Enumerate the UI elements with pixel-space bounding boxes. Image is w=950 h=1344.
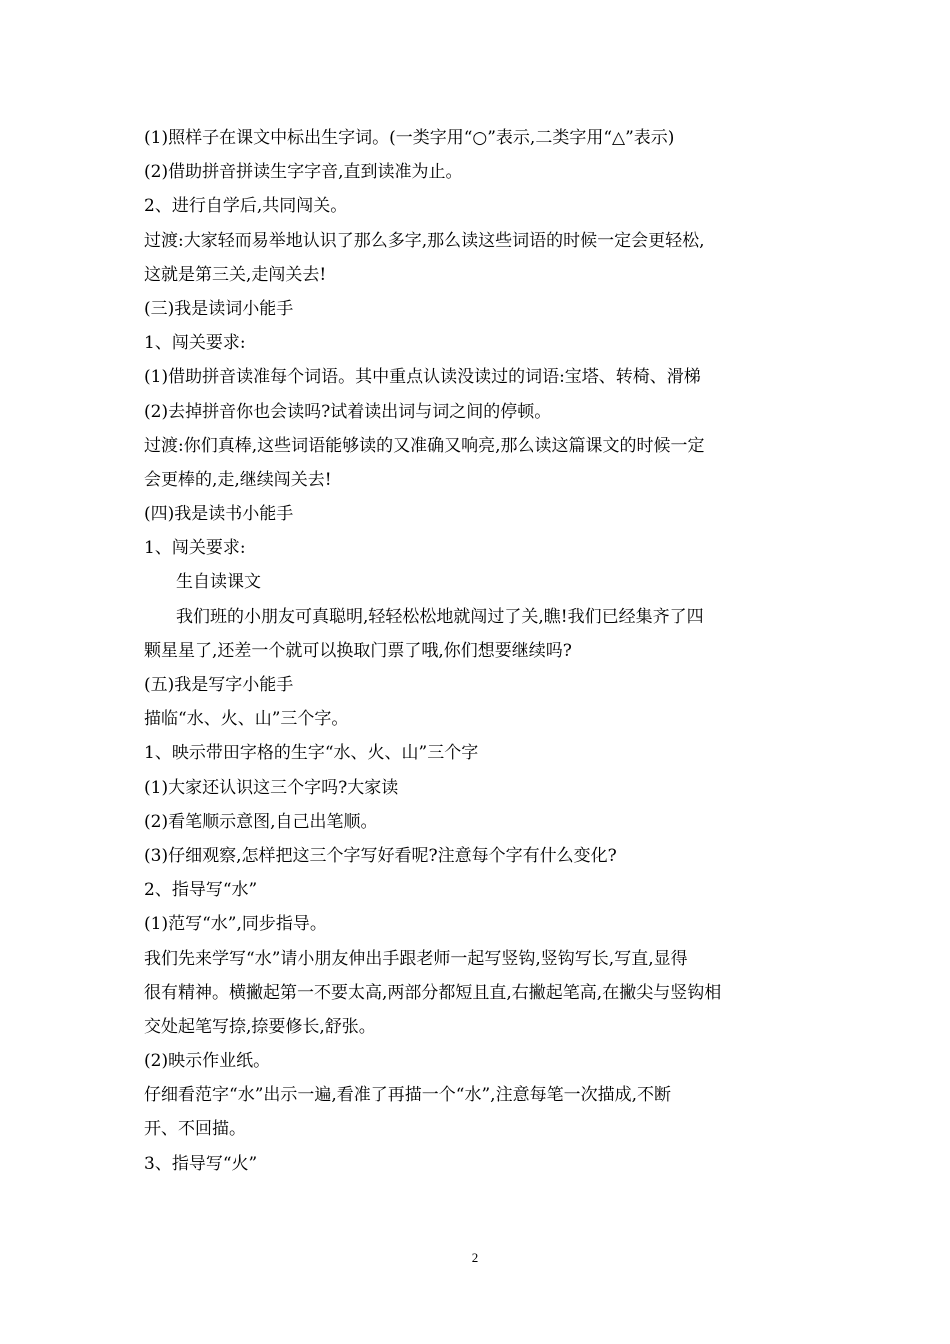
text-line: 3、指导写“火” <box>144 1153 258 1174</box>
text-line: (2)看笔顺示意图,自己出笔顺。 <box>144 811 378 832</box>
document-body <box>144 121 812 1181</box>
text-line: 2、进行自学后,共同闯关。 <box>144 196 348 217</box>
text-line: (1)照样子在课文中标出生字词。(一类字用“○”表示,二类字用“△”表示) <box>144 128 675 148</box>
text-line: 很有精神。横撇起第一不要太高,两部分都短且直,右撇起笔高,在撇尖与竖钩相 <box>144 982 722 1003</box>
text-line: 我们先来学写“水”请小朋友伸出手跟老师一起写竖钩,竖钩写长,写直,显得 <box>144 948 688 969</box>
section-heading: (三)我是读词小能手 <box>144 298 294 319</box>
text-line: (1)大家还认识这三个字吗?大家读 <box>144 777 399 798</box>
section-heading: (四)我是读书小能手 <box>144 504 294 525</box>
section-heading: (五)我是写字小能手 <box>144 675 294 695</box>
text-line: (2)映示作业纸。 <box>144 1051 271 1072</box>
text-line: (2)借助拼音拼读生字字音,直到读准为止。 <box>144 162 463 183</box>
text-line: (1)范写“水”,同步指导。 <box>144 914 327 935</box>
text-line: 我们班的小朋友可真聪明,轻轻松松地就闯过了关,瞧!我们已经集齐了四 <box>176 606 704 627</box>
text-line: 1、闯关要求: <box>144 538 246 559</box>
text-line: (3)仔细观察,怎样把这三个字写好看呢?注意每个字有什么变化? <box>144 845 617 866</box>
text-line: 过渡:你们真棒,这些词语能够读的又准确又响亮,那么读这篇课文的时候一定 <box>144 435 705 456</box>
text-line: 1、闯关要求: <box>144 333 246 354</box>
text-line: 这就是第三关,走闯关去! <box>144 264 327 285</box>
text-line: 描临“水、火、山”三个字。 <box>144 709 349 730</box>
page-number: 2 <box>471 1250 479 1265</box>
text-line: 交处起笔写捺,捺要修长,舒张。 <box>144 1016 376 1037</box>
text-line: 仔细看范字“水”出示一遍,看准了再描一个“水”,注意每笔一次描成,不断 <box>144 1085 671 1106</box>
text-line: (2)去掉拼音你也会读吗?试着读出词与词之间的停顿。 <box>144 401 552 422</box>
text-line: 2、指导写“水” <box>144 880 258 901</box>
text-line: 会更棒的,走,继续闯关去! <box>144 469 332 490</box>
text-line: 1、映示带田字格的生字“水、火、山”三个字 <box>144 743 479 764</box>
text-line: 颗星星了,还差一个就可以换取门票了哦,你们想要继续吗? <box>144 640 572 661</box>
text-line: 过渡:大家轻而易举地认识了那么多字,那么读这些词语的时候一定会更轻松, <box>144 230 705 251</box>
text-line: 生自读课文 <box>176 572 261 593</box>
text-line: (1)借助拼音读准每个词语。其中重点认读没读过的词语:宝塔、转椅、滑梯 <box>144 367 701 388</box>
text-line: 开、不回描。 <box>144 1119 246 1140</box>
